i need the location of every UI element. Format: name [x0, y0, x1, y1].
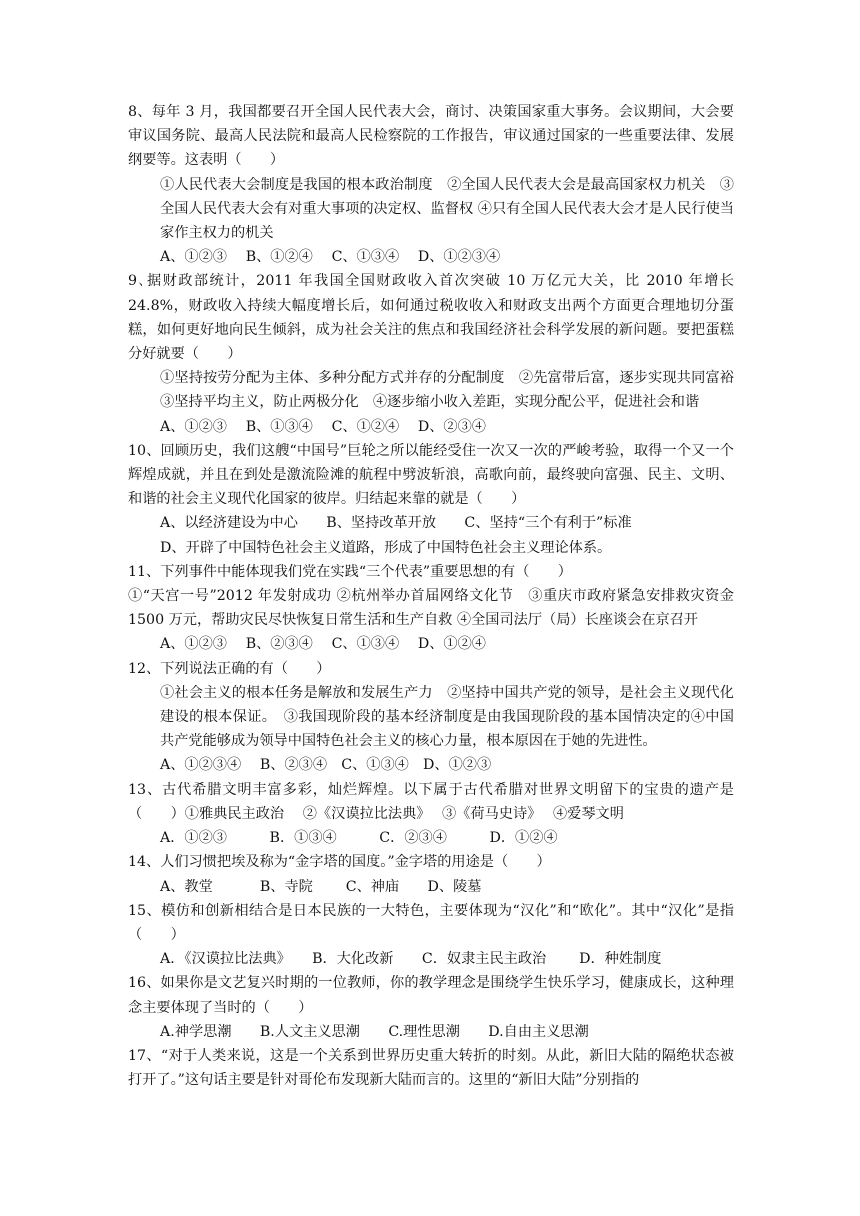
question-statements: ①人民代表大会制度是我国的根本政治制度 ②全国人民代表大会是最高国家权力机关 ③全国人民代表大会有对重大事项的决定权、监督权 ④只有全国人民代表大会才是人民行使当家作主权力的机关: [160, 176, 734, 242]
question-stem: 8、每年 3 月，我国都要召开全国人民代表大会，商讨、决策国家重大事务。会议期间，大会要审议国务院、最高人民法院和最高人民检察院的工作报告，审议通过国家的一些重要法律、发展纲要等。这表明（ ）: [128, 104, 734, 169]
question-options-line-1: A、以经济建设为中心 B、坚持改革开放 C、坚持“三个有利于”标准: [160, 515, 632, 532]
question-options: A、①②③④ B、②③④ C、①③④ D、①②③: [160, 757, 492, 774]
question-statements: ①坚持按劳分配为主体、多种分配方式并存的分配制度 ②先富带后富，逐步实现共同富裕 ③坚持平均主义，防止两极分化 ④逐步缩小收入差距，实现分配公平，促进社会和谐: [160, 370, 749, 411]
question-13: [128, 778, 734, 851]
question-options: A、①②③ B、①②④ C、①③④ D、①②③④: [160, 249, 501, 266]
question-stem: 14、人们习惯把埃及称为“金字塔的国度。”金字塔的用途是（ ）: [128, 854, 551, 871]
question-10: [128, 439, 734, 560]
question-statements: ①社会主义的根本任务是解放和发展生产力 ②坚持中国共产党的领导，是社会主义现代化建设的根本保证。 ③我国现阶段的基本经济制度是由我国现阶段的基本国情决定的④中国共产党能够成为领导中国特色社会主义的核心力量，根本原因在于她的先进性。: [160, 684, 734, 750]
question-options: A、①②③ B、②③④ C、①③④ D、①②④: [160, 636, 486, 653]
question-14: [128, 850, 734, 898]
question-15: [128, 899, 734, 972]
question-stem: 12、下列说法正确的有（ ）: [128, 660, 331, 677]
question-17: [128, 1044, 734, 1092]
question-options: A．《汉谟拉比法典》 B．大化改新 C．奴隶主民主政治 D．种姓制度: [160, 951, 662, 968]
question-16: [128, 971, 734, 1044]
question-stem: 9､据财政部统计，2011 年我国全国财政收入首次突破 10 万亿元大关，比 2010 年增长 24.8%，财政收入持续大幅度增长后，如何通过税收收入和财政支出两个方面更合理地切分蛋糕，如何更好地向民生倾斜，成为社会关注的焦点和我国经济社会科学发展的新问题。要把蛋糕分好就要（ ）: [128, 273, 734, 363]
question-stem: 10、回顾历史，我们这艘“中国号”巨轮之所以能经受住一次又一次的严峻考验，取得一个又一个辉煌成就，并且在到处是激流险滩的航程中劈波斩浪，高歌向前，最终驶向富强、民主、文明、和谐的社会主义现代化国家的彼岸。归结起来靠的就是（ ）: [128, 442, 734, 508]
question-options-line-2: D、开辟了中国特色社会主义道路，形成了中国特色社会主义理论体系。: [160, 539, 612, 556]
question-9: [128, 269, 749, 438]
question-11: [128, 560, 734, 657]
question-options: A、①②③ B、①③④ C、①②④ D、②③④: [160, 418, 486, 435]
question-stem: 15、模仿和创新相结合是日本民族的一大特色，主要体现为“汉化”和“欧化”。其中“汉化”是指（ ）: [128, 902, 734, 943]
question-options: A．①②③ B．①③④ C．②③④ D．①②④: [160, 830, 558, 847]
question-stem: 17、“对于人类来说，这是一个关系到世界历史重大转折的时刻。从此，新旧大陆的隔绝状态被打开了。”这句话主要是针对哥伦布发现新大陆而言的。这里的“新旧大陆”分别指的: [128, 1047, 734, 1089]
question-12: [128, 657, 734, 778]
question-stem: 13、古代希腊文明丰富多彩，灿烂辉煌。以下属于古代希腊对世界文明留下的宝贵的遗产是（ ）①雅典民主政治 ②《汉谟拉比法典》 ③《荷马史诗》 ④爱琴文明: [128, 781, 734, 822]
question-options: A.神学思潮 B.人文主义思潮 C.理性思潮 D.自由主义思潮: [160, 1023, 589, 1040]
question-8: [128, 100, 734, 269]
exam-page: [128, 100, 749, 1092]
question-stem: 16、如果你是文艺复兴时期的一位教师，你的教学理念是围绕学生快乐学习，健康成长，这种理念主要体现了当时的（ ）: [128, 975, 734, 1016]
question-statements: ①“天宫一号”2012 年发射成功 ②杭州举办首届网络文化节 ③重庆市政府紧急安排救灾资金 1500 万元，帮助灾民尽快恢复日常生活和生产自救 ④全国司法厅（局）长座谈会在京召开: [128, 588, 734, 629]
question-options: A、教堂 B、寺院 C、神庙 D、陵墓: [160, 878, 482, 895]
question-stem: 11、下列事件中能体现我们党在实践“三个代表”重要思想的有（ ）: [128, 563, 572, 580]
